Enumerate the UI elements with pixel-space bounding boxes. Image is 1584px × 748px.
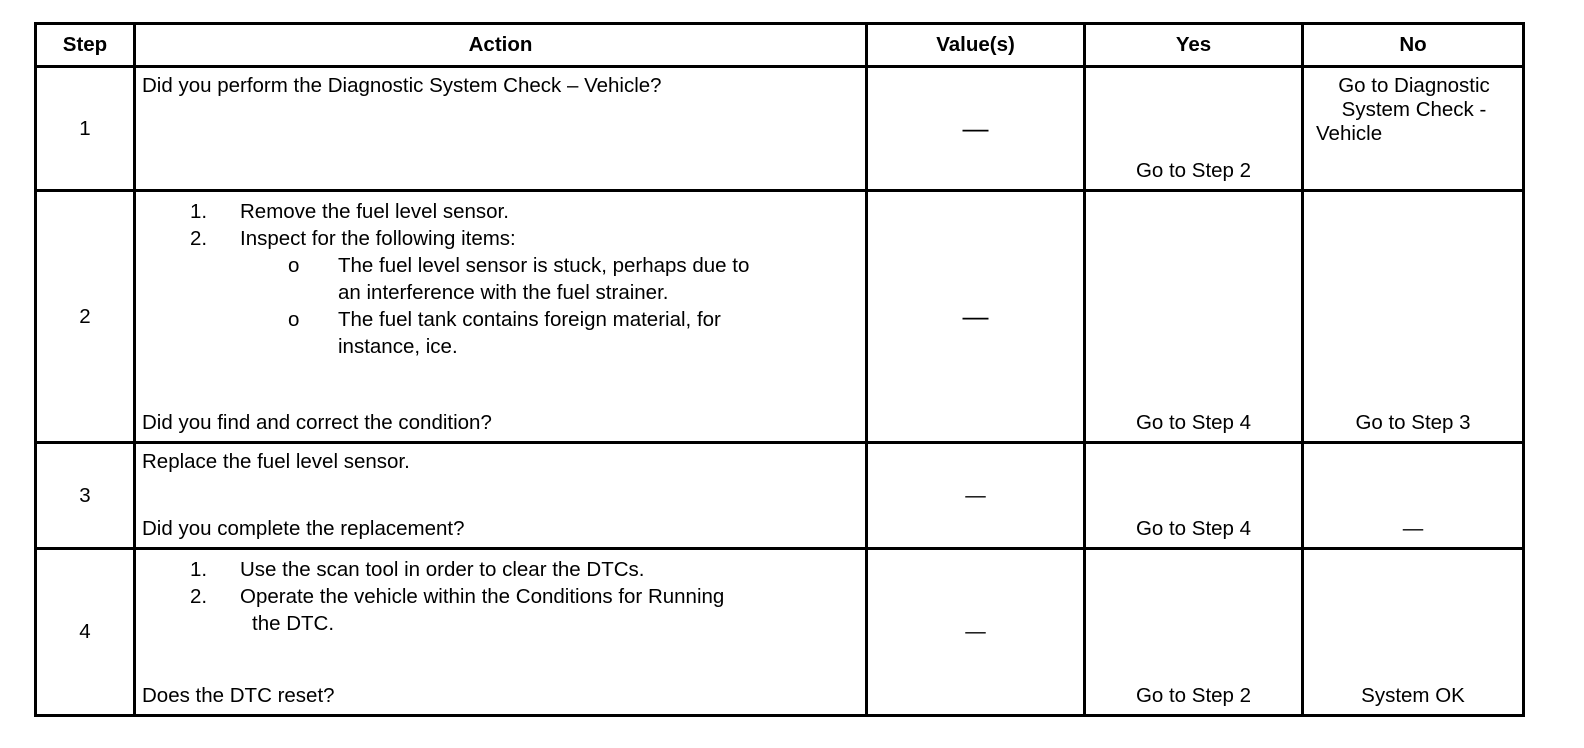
question-text: Did you perform the Diagnostic System Check – Vehicle?: [142, 74, 662, 97]
no-text: [1304, 68, 1522, 146]
diagnostic-table: [34, 22, 1525, 717]
list-item: 1. Use the scan tool in order to clear the DTCs.: [190, 558, 645, 581]
value-cell: [867, 443, 1085, 549]
yes-text: Go to Step 2: [1135, 684, 1252, 707]
value-cell: [867, 549, 1085, 716]
action-cell: [135, 191, 867, 443]
list-item: 2. Operate the vehicle within the Conditions for Running the DTC.: [190, 585, 725, 635]
header-step: Step: [36, 24, 135, 67]
step-number: 4: [36, 549, 135, 716]
sub-list-item: o The fuel tank contains foreign material, for instance, ice.: [288, 308, 721, 358]
action-list: [136, 550, 865, 637]
action-cell: [135, 549, 867, 716]
list-item: 2. Inspect for the following items:: [190, 227, 516, 250]
yes-text: Go to Step 2: [1135, 159, 1252, 182]
no-cell: [1303, 549, 1524, 716]
step-number: 3: [36, 443, 135, 549]
action-list: [136, 192, 865, 360]
no-cell: [1303, 191, 1524, 443]
table-row: [36, 67, 1524, 191]
value-dash: —: [962, 301, 989, 331]
value-dash: —: [962, 113, 989, 143]
list-item: 1. Remove the fuel level sensor.: [190, 200, 509, 223]
no-text: System OK: [1361, 684, 1465, 707]
action-cell: [135, 443, 867, 549]
header-action: Action: [135, 24, 867, 67]
yes-cell: [1085, 443, 1303, 549]
header-no: No: [1303, 24, 1524, 67]
step-number: 1: [36, 67, 135, 191]
table-row: [36, 443, 1524, 549]
table-row: [36, 191, 1524, 443]
yes-cell: [1085, 191, 1303, 443]
action-cell: [135, 67, 867, 191]
yes-text: Go to Step 4: [1135, 517, 1252, 540]
no-cell: [1303, 443, 1524, 549]
no-text: Go to Step 3: [1355, 411, 1471, 434]
header-values: Value(s): [867, 24, 1085, 67]
no-cell: [1303, 67, 1524, 191]
question-text: Did you find and correct the condition?: [142, 411, 492, 434]
question-text: Did you complete the replacement?: [142, 517, 465, 540]
no-line: System Check -: [1341, 98, 1487, 121]
instruction-text: Replace the fuel level sensor.: [142, 450, 410, 473]
value-dash: —: [965, 483, 986, 507]
value-cell: [867, 67, 1085, 191]
table-row: [36, 549, 1524, 716]
no-line: Go to Diagnostic: [1338, 74, 1490, 97]
value-cell: [867, 191, 1085, 443]
no-text: —: [1402, 517, 1424, 540]
step-number: 2: [36, 191, 135, 443]
header-yes: Yes: [1085, 24, 1303, 67]
header-row: [36, 24, 1524, 67]
value-dash: —: [965, 620, 986, 643]
question-text: Does the DTC reset?: [142, 684, 335, 707]
sub-list-item: o The fuel level sensor is stuck, perhaps due to an interference with the fuel strainer.: [288, 254, 750, 304]
yes-cell: [1085, 67, 1303, 191]
yes-cell: [1085, 549, 1303, 716]
yes-text: Go to Step 4: [1135, 411, 1252, 434]
no-line: Vehicle: [1316, 122, 1383, 145]
